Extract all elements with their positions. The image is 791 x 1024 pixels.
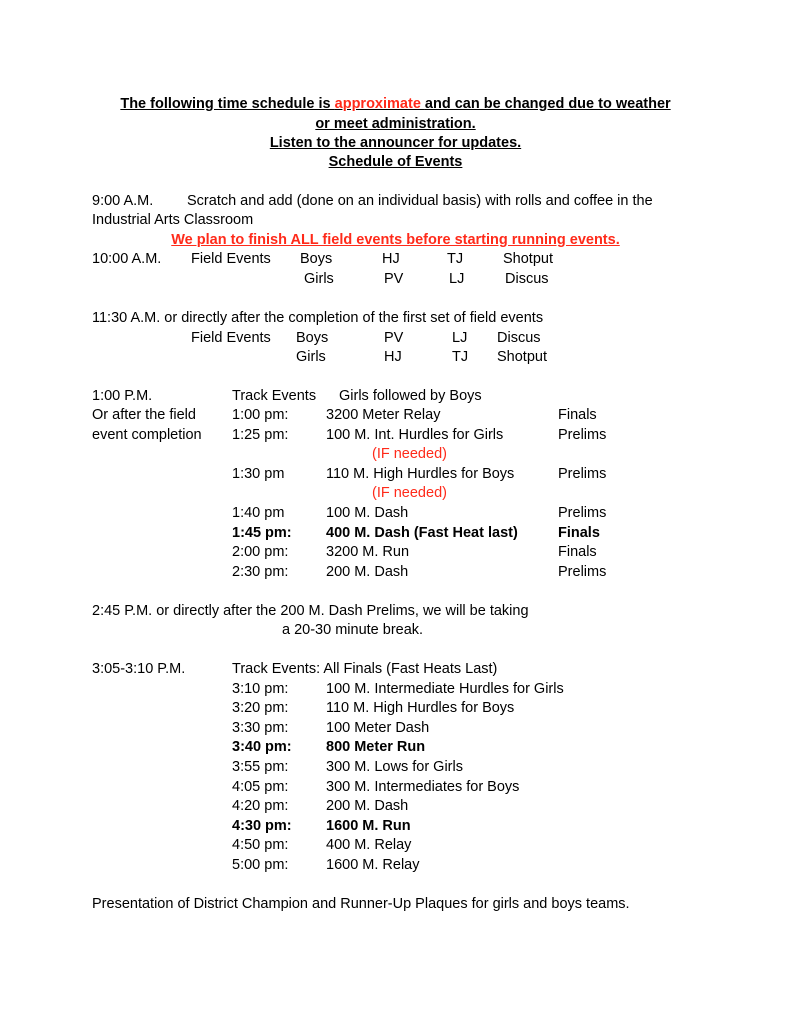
event-name: 3200 Meter Relay: [326, 407, 441, 423]
event-name: 200 M. Dash: [326, 564, 409, 580]
event-name: 300 M. Lows for Girls: [326, 759, 463, 775]
event-name: 400 M. Relay: [326, 837, 412, 853]
field1-time: 10:00 A.M.: [92, 251, 162, 267]
field1-boys-event: Shotput: [503, 251, 553, 267]
if-needed-note: (IF needed): [372, 485, 447, 501]
event-time: 4:20 pm:: [232, 798, 289, 814]
track2-time: 3:05-3:10 P.M.: [92, 661, 186, 677]
field1-boys-event: HJ: [382, 251, 400, 267]
event-name: 110 M. High Hurdles for Boys: [326, 466, 515, 482]
header-line-2: or meet administration.: [315, 116, 476, 132]
event-name: 100 M. Dash: [326, 505, 409, 521]
page-title: Schedule of Events: [328, 154, 463, 170]
event-name: 3200 M. Run: [326, 544, 410, 560]
field1-boys-label: Boys: [300, 251, 333, 267]
event-name: 1600 M. Relay: [326, 857, 420, 873]
event-time: 1:30 pm: [232, 466, 285, 482]
field1-girls-label: Girls: [304, 271, 334, 287]
field-events-notice: We plan to finish ALL field events before starting running events.: [171, 232, 620, 248]
event-time: 4:30 pm:: [232, 818, 292, 834]
event-round: Finals: [558, 525, 600, 541]
if-needed-note: (IF needed): [372, 446, 447, 462]
event-round: Prelims: [558, 505, 607, 521]
track1-heading-sub: Girls followed by Boys: [339, 388, 482, 404]
field2-boys-event: LJ: [452, 330, 468, 346]
track1-note: Or after the field: [92, 407, 196, 423]
event-time: 3:55 pm:: [232, 759, 289, 775]
event-name: 1600 M. Run: [326, 818, 411, 834]
break-line-2: a 20-30 minute break.: [282, 622, 424, 638]
field2-intro: 11:30 A.M. or directly after the completion of the first set of field events: [92, 310, 544, 326]
event-round: Finals: [558, 544, 597, 560]
event-time: 3:20 pm:: [232, 700, 289, 716]
event-round: Prelims: [558, 427, 607, 443]
event-round: Prelims: [558, 564, 607, 580]
field2-girls-event: Shotput: [497, 349, 547, 365]
scratch-text: Scratch and add (done on an individual basis) with rolls and coffee in the: [187, 193, 653, 209]
track1-heading: Track Events: [232, 388, 317, 404]
event-name: 300 M. Intermediates for Boys: [326, 779, 520, 795]
event-time: 5:00 pm:: [232, 857, 289, 873]
field1-girls-event: PV: [384, 271, 404, 287]
field1-girls-event: Discus: [505, 271, 549, 287]
field2-boys-event: Discus: [497, 330, 541, 346]
event-name: 200 M. Dash: [326, 798, 409, 814]
event-time: 3:30 pm:: [232, 720, 289, 736]
event-time: 2:30 pm:: [232, 564, 289, 580]
event-name: 100 M. Intermediate Hurdles for Girls: [326, 681, 564, 697]
field2-girls-label: Girls: [296, 349, 326, 365]
header-text: and can be changed due to weather: [424, 96, 671, 112]
event-time: 4:05 pm:: [232, 779, 289, 795]
scratch-text-2: Industrial Arts Classroom: [92, 212, 254, 228]
event-name: 100 Meter Dash: [326, 720, 430, 736]
approximate-highlight: approximate: [334, 96, 425, 112]
field1-label: Field Events: [191, 251, 271, 267]
event-time: 1:25 pm:: [232, 427, 289, 443]
event-round: Prelims: [558, 466, 607, 482]
event-time: 3:40 pm:: [232, 739, 292, 755]
field1-girls-event: LJ: [449, 271, 465, 287]
event-name: 400 M. Dash (Fast Heat last): [326, 525, 518, 541]
presentation-note: Presentation of District Champion and Runner-Up Plaques for girls and boys teams.: [92, 896, 630, 912]
field2-girls-event: HJ: [384, 349, 402, 365]
field2-boys-label: Boys: [296, 330, 329, 346]
event-time: 1:00 pm:: [232, 407, 289, 423]
track1-note: event completion: [92, 427, 202, 443]
event-time: 3:10 pm:: [232, 681, 289, 697]
field2-boys-event: PV: [384, 330, 404, 346]
event-time: 1:40 pm: [232, 505, 285, 521]
field2-label: Field Events: [191, 330, 271, 346]
event-time: 1:45 pm:: [232, 525, 292, 541]
scratch-time: 9:00 A.M.: [92, 193, 154, 209]
header-text: The following time schedule is: [120, 96, 335, 112]
event-time: 4:50 pm:: [232, 837, 289, 853]
event-name: 800 Meter Run: [326, 739, 426, 755]
event-name: 110 M. High Hurdles for Boys: [326, 700, 515, 716]
break-line-1: 2:45 P.M. or directly after the 200 M. Dash Prelims, we will be taking: [92, 603, 529, 619]
field2-girls-event: TJ: [452, 349, 469, 365]
event-time: 2:00 pm:: [232, 544, 289, 560]
header-line-3: Listen to the announcer for updates.: [269, 135, 522, 151]
header-line-1: [0, 95, 791, 113]
field1-boys-event: TJ: [447, 251, 464, 267]
event-name: 100 M. Int. Hurdles for Girls: [326, 427, 504, 443]
track1-time: 1:00 P.M.: [92, 388, 153, 404]
track2-heading: Track Events: All Finals (Fast Heats Last): [232, 661, 498, 677]
event-round: Finals: [558, 407, 597, 423]
